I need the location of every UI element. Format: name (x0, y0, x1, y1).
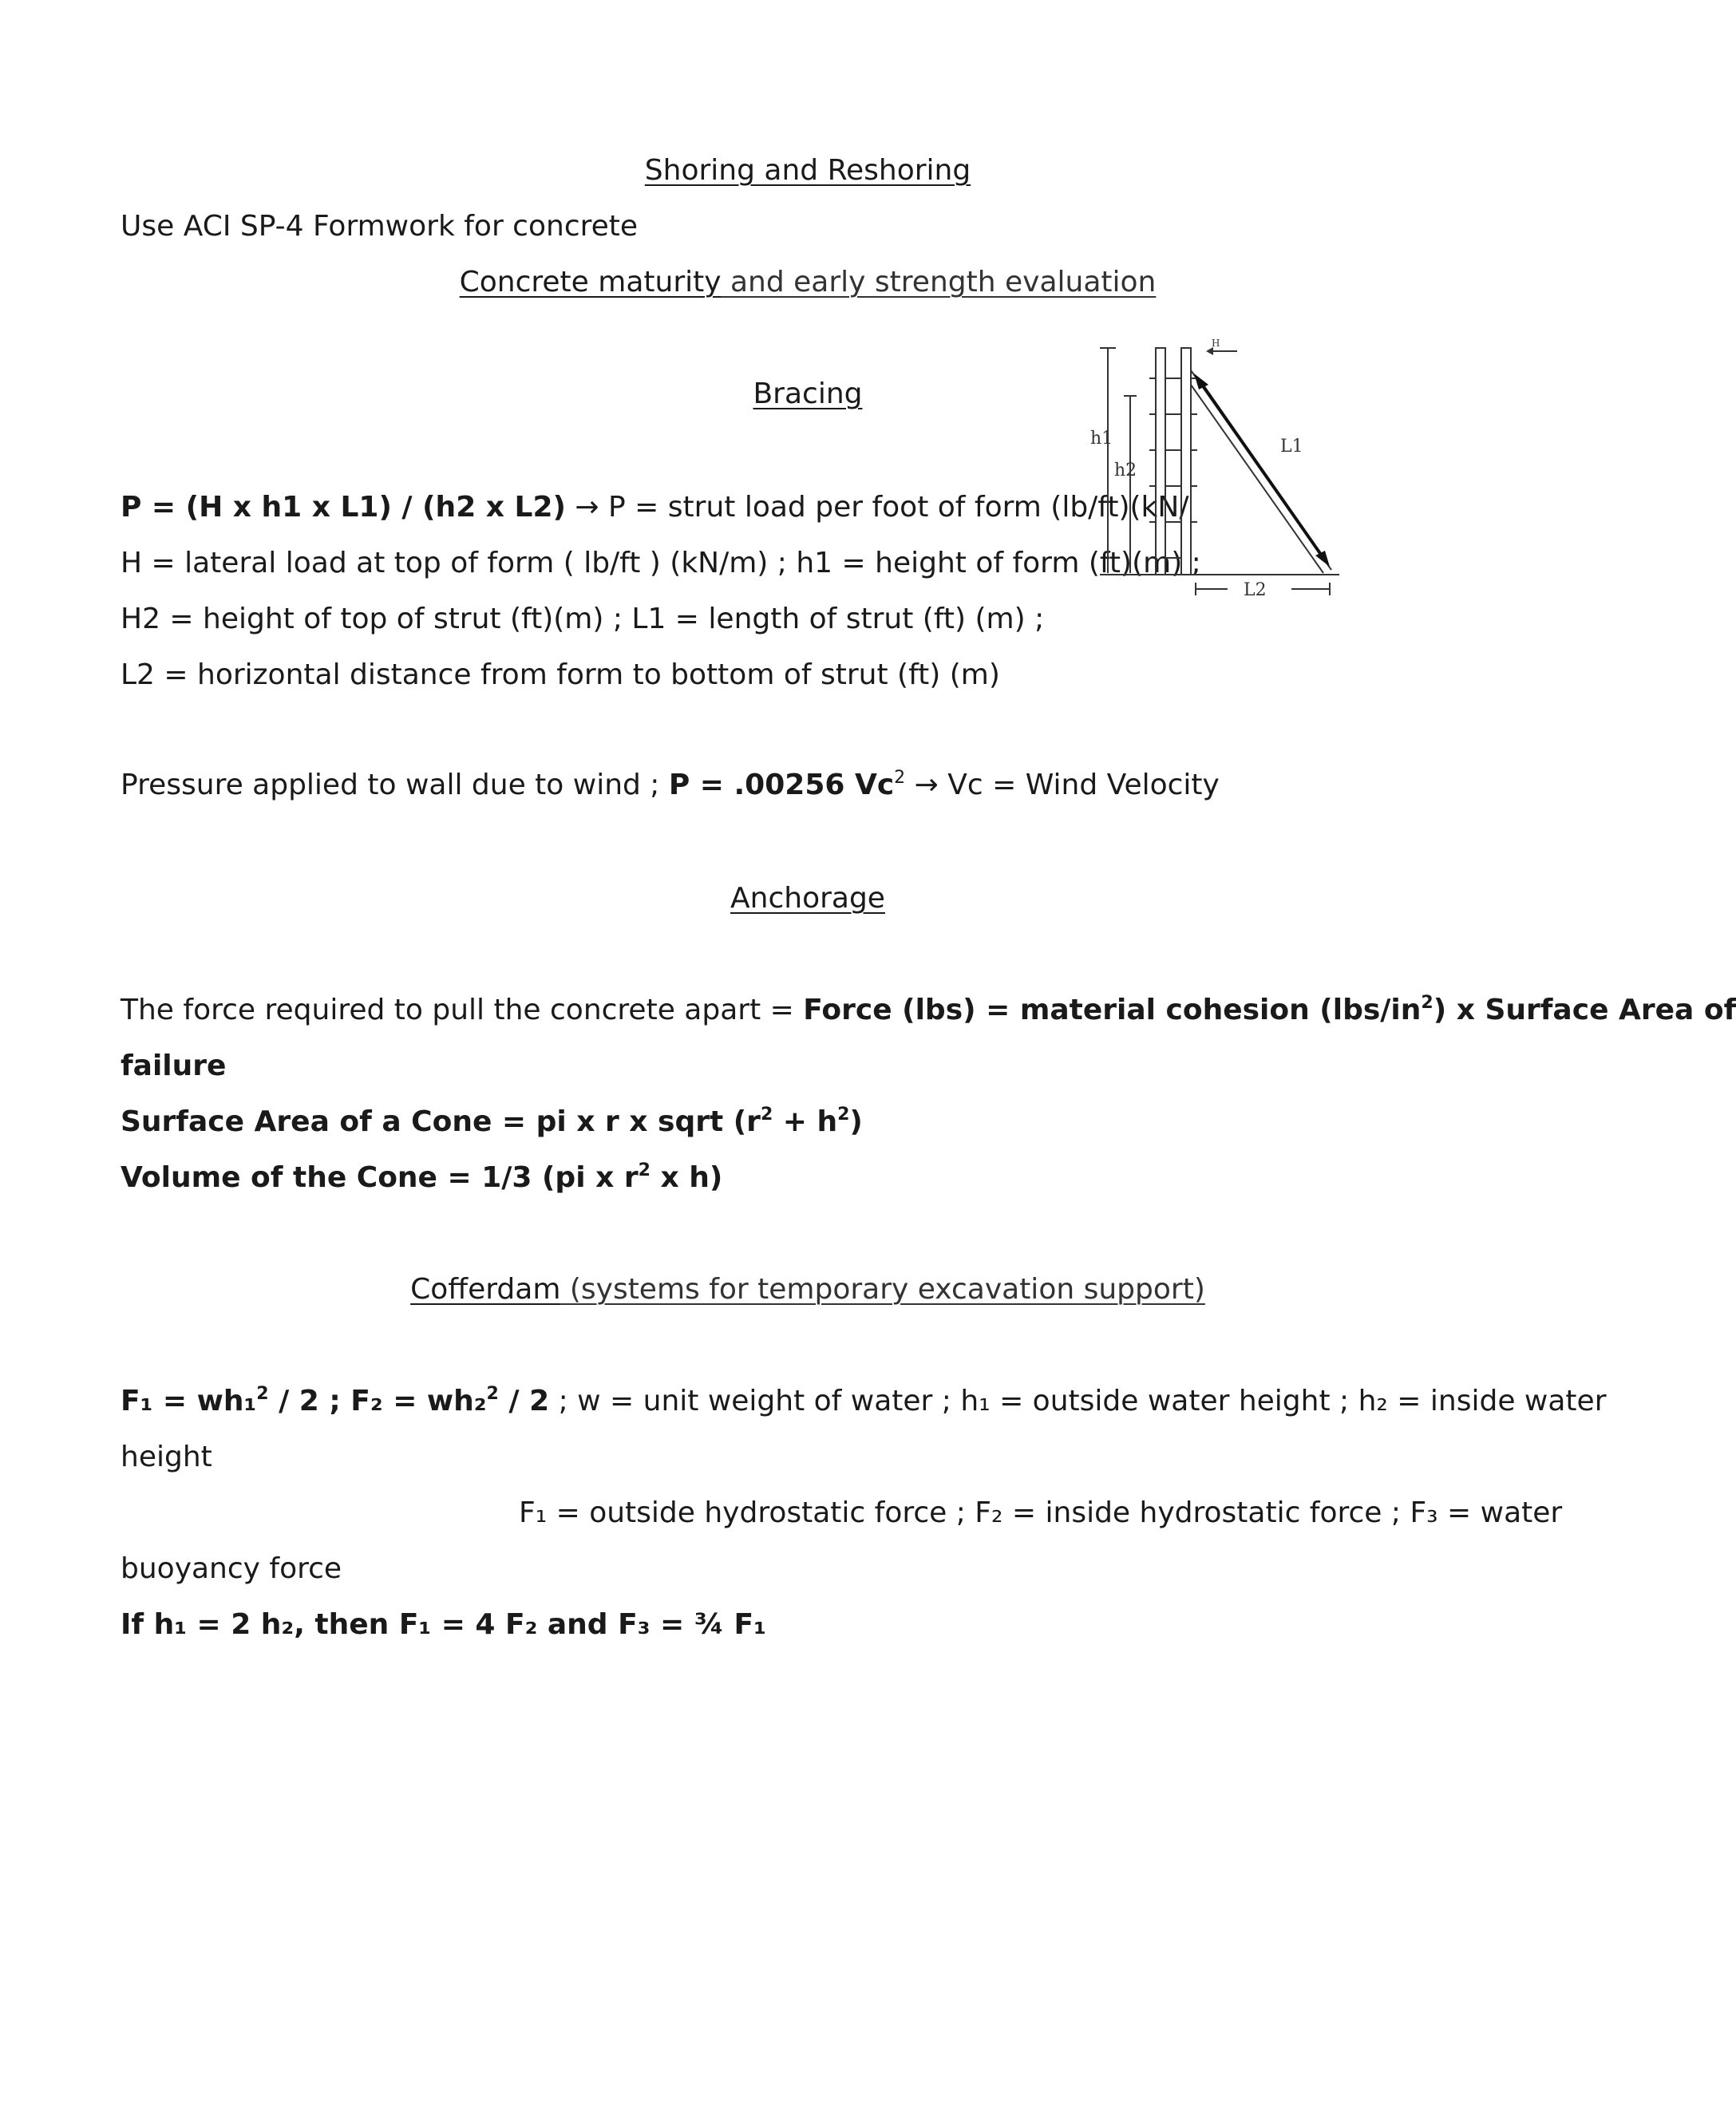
force-text: The force required to pull the concrete apart = (121, 994, 804, 1026)
bracing-heading: Bracing (753, 378, 863, 410)
cone-area-formula: Surface Area of a Cone = pi x r x sqrt $(r^2 + h^2)$ (121, 1105, 863, 1138)
f2-formula: F₂ = wh₂ (350, 1385, 487, 1417)
bracing-def-2: H2 = height of top of strut (ft)(m) ; L1 = length of strut (ft) (m) ; (121, 603, 1045, 635)
force-formula-a: Force (lbs) = material cohesion (lbs/in (803, 994, 1422, 1026)
cofferdam-heading (0, 1272, 1615, 1307)
page-title: Shoring and Reshoring (644, 154, 971, 187)
aci-reference: Use ACI SP-4 Formwork for concrete (121, 210, 639, 243)
forces-definition: F₁ = outside hydrostatic force ; F₂ = inside hydrostatic force ; F₃ = water (519, 1496, 1563, 1529)
L1-arrow (1199, 380, 1325, 560)
wind-pressure-line (121, 768, 1220, 803)
form-panel-left (1156, 348, 1165, 575)
wind-exponent: 2 (894, 768, 906, 788)
maturity-heading (0, 265, 1615, 300)
anchorage-heading: Anchorage (730, 882, 885, 915)
force-formula-exp: 2 (1421, 993, 1433, 1013)
bracing-def-3: L2 = horizontal distance from form to bottom of strut (ft) (m) (121, 658, 1000, 691)
cone-volume-formula: Volume of the Cone = 1/3 (pi x $r^2$ x h) (121, 1160, 723, 1194)
bracing-def-1: H = lateral load at top of form ( lb/ft ) (kN/m) ; h1 = height of form (ft)(m) ; (121, 547, 1201, 579)
hydrostatic-formula-line: F₁ = wh₁$^2$ / 2 ; F₂ = wh₂$^2$ / 2 ; w = unit weight of water ; h₁ = outside water height ; h₂ = inside water (121, 1384, 1607, 1417)
force-line-cont: failure (121, 1050, 227, 1082)
cofferdam-heading-a: Cofferdam (410, 1273, 561, 1306)
wind-desc: → Vc = Wind Velocity (905, 769, 1220, 801)
force-formula-b: ) x Surface Area of (1433, 994, 1736, 1026)
label-h1: h1 (1090, 429, 1113, 449)
force-line (121, 993, 1736, 1028)
label-L2: L2 (1244, 580, 1267, 600)
label-h2: h2 (1114, 461, 1137, 480)
wind-formula: P = .00256 Vc (668, 769, 895, 801)
form-panel-right (1181, 348, 1191, 575)
arrow: → (565, 491, 609, 524)
wind-text: Pressure applied to wall due to wind ; (121, 769, 669, 801)
label-H: H (1212, 338, 1220, 349)
maturity-heading-part1: Concrete maturity (459, 266, 722, 298)
bracing-diagram (1092, 338, 1355, 599)
bracing-formula-line (121, 490, 1188, 525)
cofferdam-heading-b: (systems for temporary excavation support) (560, 1273, 1205, 1306)
force-relation: If h₁ = 2 h₂, then F₁ = 4 F₂ and F₃ = ¾ F₁ (121, 1608, 766, 1641)
f1-formula: F₁ = wh₁ (121, 1385, 257, 1417)
bracing-formula: P = (H x h1 x L1) / (h2 x L2) (121, 491, 566, 524)
maturity-heading-part2: and early strength evaluation (721, 266, 1157, 298)
bracing-formula-desc: P = strut load per foot of form (lb/ft)(kN/ (608, 491, 1189, 524)
label-L1: L1 (1280, 437, 1303, 457)
forces-definition-cont: buoyancy force (121, 1552, 342, 1585)
hydrostatic-desc: ; w = unit weight of water ; h₁ = outside water height ; h₂ = inside water (549, 1385, 1607, 1417)
hydrostatic-desc-cont: height (121, 1441, 212, 1473)
